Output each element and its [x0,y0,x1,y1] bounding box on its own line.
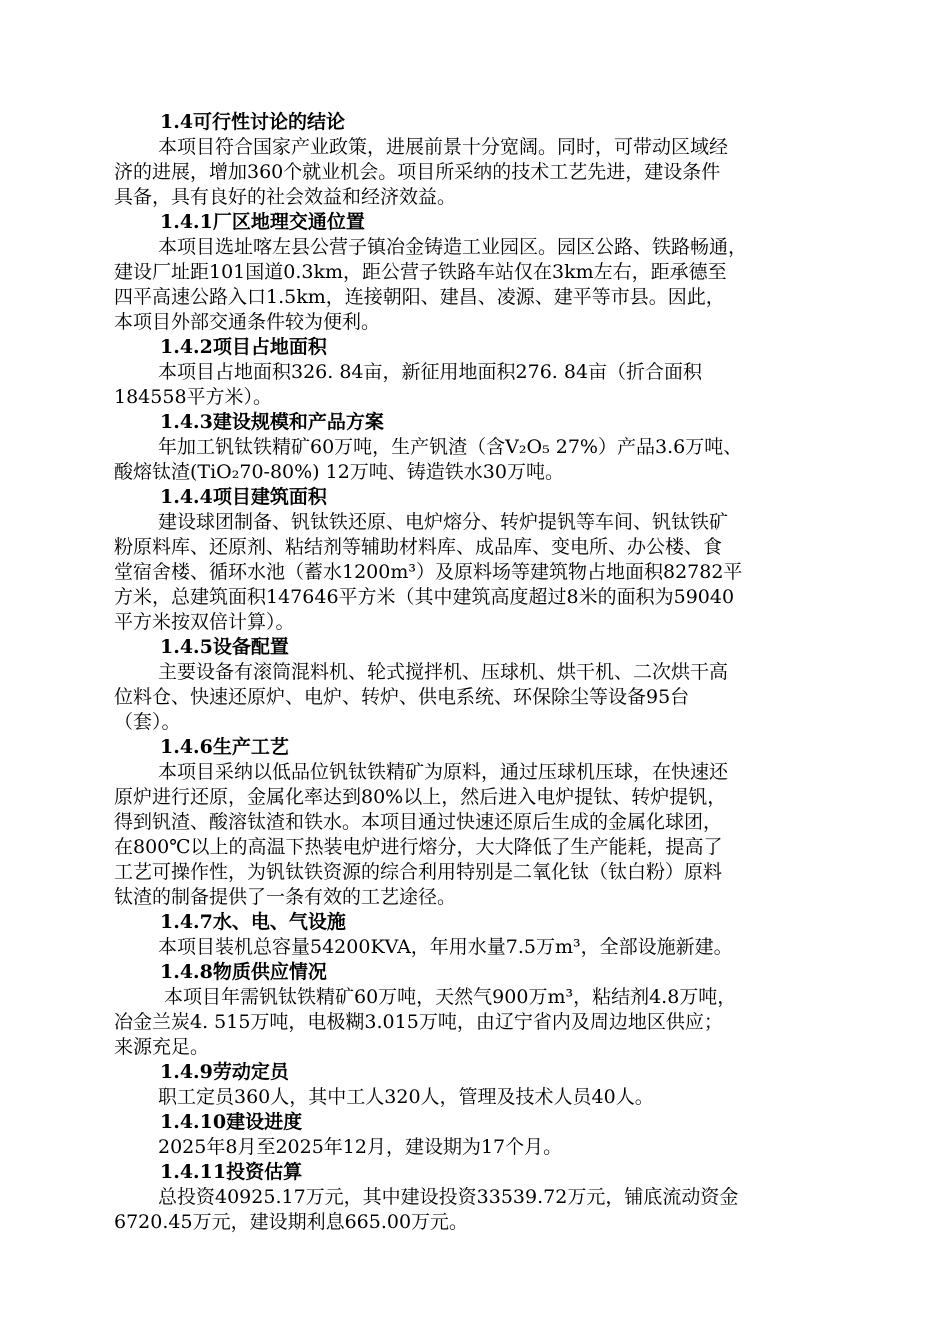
paragraph-line: 具备，具有良好的社会效益和经济效益。 [114,186,457,208]
section-staffing [114,1060,840,1110]
paragraph-line: 四平高速公路入口1.5km，连接朝阳、建昌、凌源、建平等市县。因此， [114,286,725,308]
paragraph-line: （套）。 [114,711,181,733]
section-heading: 1.4.3建设规模和产品方案 [160,411,384,433]
paragraph-line: 本项目年需钒钛铁精矿60万吨，天然气900万m³，粘结剂4.8万吨， [164,986,737,1008]
paragraph-line: 本项目装机总容量54200KVA，年用水量7.5万m³，全部设施新建。 [158,936,733,958]
section-paragraph [114,435,840,485]
section-heading: 1.4.9劳动定员 [160,1061,289,1083]
section-conclusion [114,110,840,210]
section-scale [114,410,840,485]
section-equipment [114,635,840,735]
section-schedule [114,1110,840,1160]
paragraph-line: 主要设备有滚筒混料机、轮式搅拌机、压球机、烘干机、二次烘干高 [158,661,729,683]
paragraph-line: 184558平方米）。 [114,386,273,408]
paragraph-line: 6720.45万元，建设期利息665.00万元。 [114,1211,469,1233]
paragraph-line: 在800℃以上的高温下热装电炉进行熔分，大大降低了生产能耗，提高了 [114,836,723,858]
section-heading: 1.4.1厂区地理交通位置 [160,211,365,233]
paragraph-line: 平方米按双倍计算）。 [114,611,295,633]
paragraph-line: 方米，总建筑面积147646平方米（其中建筑高度超过8米的面积为59040 [114,586,735,608]
paragraph-line: 本项目选址喀左县公营子镇冶金铸造工业园区。园区公路、铁路畅通， [158,236,748,258]
section-heading: 1.4.6生产工艺 [160,736,289,758]
paragraph-line: 2025年8月至2025年12月，建设期为17个月。 [158,1136,563,1158]
section-heading: 1.4.10建设进度 [160,1111,303,1133]
paragraph-line: 粉原料库、还原剂、粘结剂等辅助材料库、成品库、变电所、办公楼、食 [114,536,723,558]
section-paragraph [114,235,840,335]
paragraph-line: 年加工钒钛铁精矿60万吨，生产钒渣（含V₂O₅ 27%）产品3.6万吨、 [158,436,743,458]
section-heading: 1.4.5设备配置 [160,636,289,658]
section-paragraph [114,135,840,210]
paragraph-line: 酸熔钛渣(TiO₂70-80%) 12万吨、铸造铁水30万吨。 [114,461,564,483]
paragraph-line: 冶金兰炭4. 515万吨，电极糊3.015万吨，由辽宁省内及周边地区供应； [114,1011,723,1033]
section-utilities [114,910,840,960]
paragraph-line: 本项目外部交通条件较为便利。 [114,311,381,333]
section-paragraph [114,1135,840,1160]
section-paragraph [114,1185,840,1235]
section-location [114,210,840,335]
paragraph-line: 堂宿舍楼、循环水池（蓄水1200m³）及原料场等建筑物占地面积82782平 [114,561,743,583]
paragraph-line: 本项目采纳以低品位钒钛铁精矿为原料，通过压球机压球，在快速还 [158,761,729,783]
paragraph-line: 建设球团制备、钒钛铁还原、电炉熔分、转炉提钒等车间、钒钛铁矿 [158,511,729,533]
section-paragraph [114,935,840,960]
paragraph-line: 位料仓、快速还原炉、电炉、转炉、供电系统、环保除尘等设备95台 [114,686,690,708]
section-building-area [114,485,840,635]
section-heading: 1.4.7水、电、气设施 [160,911,346,933]
section-paragraph [114,360,840,410]
section-paragraph [114,985,840,1060]
section-heading: 1.4.11投资估算 [160,1161,303,1183]
paragraph-line: 建设厂址距101国道0.3km，距公营子铁路车站仅在3km左右，距承德至 [114,261,727,283]
paragraph-line: 本项目占地面积326. 84亩，新征用地面积276. 84亩（折合面积 [158,361,703,383]
section-supply [114,960,840,1060]
paragraph-line: 工艺可操作性，为钒钛铁资源的综合利用特别是二氧化钛（钛白粉）原料 [114,861,723,883]
section-paragraph [114,1085,840,1110]
section-paragraph [114,510,840,635]
section-paragraph [114,660,840,735]
paragraph-line: 原炉进行还原，金属化率达到80%以上，然后进入电炉提钛、转炉提钒， [114,786,727,808]
section-land-area [114,335,840,410]
paragraph-line: 济的进展，增加360个就业机会。项目所采纳的技术工艺先进，建设条件 [114,161,721,183]
section-heading: 1.4.4项目建筑面积 [160,486,327,508]
section-process [114,735,840,910]
paragraph-line: 总投资40925.17万元，其中建设投资33539.72万元，铺底流动资金 [158,1186,739,1208]
section-heading: 1.4.2项目占地面积 [160,336,327,358]
paragraph-line: 职工定员360人，其中工人320人，管理及技术人员40人。 [158,1086,654,1108]
paragraph-line: 钛渣的制备提供了一条有效的工艺途径。 [114,886,457,908]
paragraph-line: 本项目符合国家产业政策，进展前景十分宽阔。同时，可带动区域经 [158,136,729,158]
section-paragraph [114,760,840,910]
paragraph-line: 来源充足。 [114,1036,210,1058]
section-investment [114,1160,840,1235]
section-heading: 1.4可行性讨论的结论 [160,111,346,133]
section-heading: 1.4.8物质供应情况 [160,961,327,983]
paragraph-line: 得到钒渣、酸溶钛渣和铁水。本项目通过快速还原后生成的金属化球团， [114,811,723,833]
